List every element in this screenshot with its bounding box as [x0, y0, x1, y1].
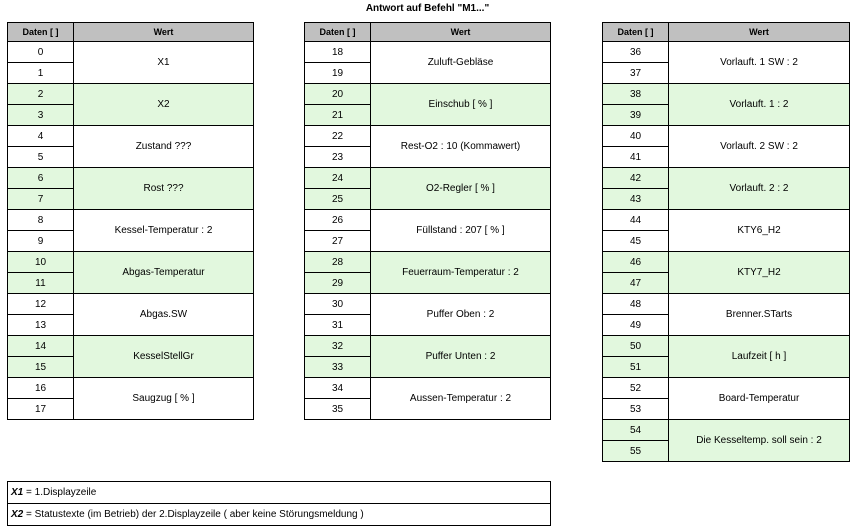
- legend-table: [7, 481, 551, 526]
- wert-cell: Feuerraum-Temperatur : 2: [371, 252, 551, 294]
- daten-index-cell: 44: [603, 210, 669, 231]
- table-row: [8, 294, 254, 315]
- daten-index-cell: 34: [305, 378, 371, 399]
- daten-index-cell: 32: [305, 336, 371, 357]
- daten-index-cell: 29: [305, 273, 371, 294]
- daten-index-cell: 43: [603, 189, 669, 210]
- daten-index-cell: 25: [305, 189, 371, 210]
- wert-cell: Puffer Oben : 2: [371, 294, 551, 336]
- daten-index-cell: 46: [603, 252, 669, 273]
- daten-index-cell: 3: [8, 105, 74, 126]
- wert-cell: Die Kesseltemp. soll sein : 2: [669, 420, 850, 462]
- data-table-3: [602, 22, 850, 462]
- header-wert: Wert: [371, 23, 551, 42]
- daten-index-cell: 38: [603, 84, 669, 105]
- table-row: [603, 42, 850, 63]
- daten-index-cell: 0: [8, 42, 74, 63]
- wert-cell: Board-Temperatur: [669, 378, 850, 420]
- daten-index-cell: 54: [603, 420, 669, 441]
- wert-cell: Einschub [ % ]: [371, 84, 551, 126]
- daten-index-cell: 26: [305, 210, 371, 231]
- table-row: [305, 210, 551, 231]
- daten-index-cell: 4: [8, 126, 74, 147]
- daten-index-cell: 22: [305, 126, 371, 147]
- table-row: [603, 378, 850, 399]
- table-row: [8, 252, 254, 273]
- daten-index-cell: 27: [305, 231, 371, 252]
- header-daten: Daten [ ]: [305, 23, 371, 42]
- daten-index-cell: 51: [603, 357, 669, 378]
- wert-cell: Zuluft-Gebläse: [371, 42, 551, 84]
- page-title: Antwort auf Befehl "M1...": [365, 3, 490, 14]
- wert-cell: Füllstand : 207 [ % ]: [371, 210, 551, 252]
- data-table-1: [7, 22, 254, 420]
- daten-index-cell: 53: [603, 399, 669, 420]
- table-row: [305, 378, 551, 399]
- table-row: [8, 336, 254, 357]
- wert-cell: O2-Regler [ % ]: [371, 168, 551, 210]
- header-daten: Daten [ ]: [8, 23, 74, 42]
- wert-cell: Laufzeit [ h ]: [669, 336, 850, 378]
- daten-index-cell: 42: [603, 168, 669, 189]
- daten-index-cell: 7: [8, 189, 74, 210]
- legend-cell: [8, 504, 551, 526]
- wert-cell: Aussen-Temperatur : 2: [371, 378, 551, 420]
- legend-key: X2: [11, 509, 24, 520]
- table-row: [305, 336, 551, 357]
- daten-index-cell: 13: [8, 315, 74, 336]
- wert-cell: Vorlauft. 1 SW : 2: [669, 42, 850, 84]
- table-row: [8, 42, 254, 63]
- daten-index-cell: 28: [305, 252, 371, 273]
- daten-index-cell: 12: [8, 294, 74, 315]
- daten-index-cell: 23: [305, 147, 371, 168]
- table-row: [8, 210, 254, 231]
- daten-index-cell: 11: [8, 273, 74, 294]
- header-wert: Wert: [74, 23, 254, 42]
- daten-index-cell: 1: [8, 63, 74, 84]
- daten-index-cell: 24: [305, 168, 371, 189]
- daten-index-cell: 47: [603, 273, 669, 294]
- legend-key: X1: [11, 487, 24, 498]
- daten-index-cell: 8: [8, 210, 74, 231]
- legend-text: = 1.Displayzeile: [23, 487, 97, 498]
- table-row: [603, 84, 850, 105]
- table-row: [603, 126, 850, 147]
- table-row: [603, 294, 850, 315]
- wert-cell: Vorlauft. 2 : 2: [669, 168, 850, 210]
- daten-index-cell: 20: [305, 84, 371, 105]
- header-daten: Daten [ ]: [603, 23, 669, 42]
- wert-cell: X2: [74, 84, 254, 126]
- wert-cell: KTY6_H2: [669, 210, 850, 252]
- daten-index-cell: 5: [8, 147, 74, 168]
- table-row: [305, 168, 551, 189]
- wert-cell: Saugzug [ % ]: [74, 378, 254, 420]
- wert-cell: Vorlauft. 2 SW : 2: [669, 126, 850, 168]
- daten-index-cell: 36: [603, 42, 669, 63]
- wert-cell: X1: [74, 42, 254, 84]
- table-row: [305, 42, 551, 63]
- daten-index-cell: 52: [603, 378, 669, 399]
- daten-index-cell: 41: [603, 147, 669, 168]
- wert-cell: Puffer Unten : 2: [371, 336, 551, 378]
- table-row: [603, 336, 850, 357]
- daten-index-cell: 10: [8, 252, 74, 273]
- data-table-2: [304, 22, 551, 420]
- wert-cell: Kessel-Temperatur : 2: [74, 210, 254, 252]
- daten-index-cell: 33: [305, 357, 371, 378]
- wert-cell: Brenner.STarts: [669, 294, 850, 336]
- wert-cell: Rest-O2 : 10 (Kommawert): [371, 126, 551, 168]
- daten-index-cell: 35: [305, 399, 371, 420]
- daten-index-cell: 19: [305, 63, 371, 84]
- legend-cell: [8, 482, 551, 504]
- daten-index-cell: 31: [305, 315, 371, 336]
- daten-index-cell: 21: [305, 105, 371, 126]
- daten-index-cell: 2: [8, 84, 74, 105]
- daten-index-cell: 9: [8, 231, 74, 252]
- daten-index-cell: 6: [8, 168, 74, 189]
- table-row: [305, 252, 551, 273]
- daten-index-cell: 49: [603, 315, 669, 336]
- wert-cell: KesselStellGr: [74, 336, 254, 378]
- wert-cell: Abgas.SW: [74, 294, 254, 336]
- table-row: [8, 168, 254, 189]
- daten-index-cell: 16: [8, 378, 74, 399]
- header-wert: Wert: [669, 23, 850, 42]
- daten-index-cell: 40: [603, 126, 669, 147]
- daten-index-cell: 18: [305, 42, 371, 63]
- daten-index-cell: 39: [603, 105, 669, 126]
- legend-text: = Statustexte (im Betrieb) der 2.Displayzeile ( aber keine Störungsmeldung ): [23, 509, 364, 520]
- table-row: [8, 378, 254, 399]
- daten-index-cell: 15: [8, 357, 74, 378]
- table-row: [603, 210, 850, 231]
- wert-cell: Vorlauft. 1 : 2: [669, 84, 850, 126]
- table-row: [603, 252, 850, 273]
- daten-index-cell: 55: [603, 441, 669, 462]
- legend-row: [8, 504, 551, 526]
- daten-index-cell: 37: [603, 63, 669, 84]
- wert-cell: Rost ???: [74, 168, 254, 210]
- daten-index-cell: 50: [603, 336, 669, 357]
- wert-cell: KTY7_H2: [669, 252, 850, 294]
- table-row: [8, 84, 254, 105]
- wert-cell: Abgas-Temperatur: [74, 252, 254, 294]
- daten-index-cell: 17: [8, 399, 74, 420]
- daten-index-cell: 48: [603, 294, 669, 315]
- table-row: [8, 126, 254, 147]
- table-row: [305, 294, 551, 315]
- table-row: [603, 420, 850, 441]
- legend-row: [8, 482, 551, 504]
- daten-index-cell: 14: [8, 336, 74, 357]
- table-row: [305, 84, 551, 105]
- table-row: [603, 168, 850, 189]
- daten-index-cell: 30: [305, 294, 371, 315]
- table-row: [305, 126, 551, 147]
- daten-index-cell: 45: [603, 231, 669, 252]
- wert-cell: Zustand ???: [74, 126, 254, 168]
